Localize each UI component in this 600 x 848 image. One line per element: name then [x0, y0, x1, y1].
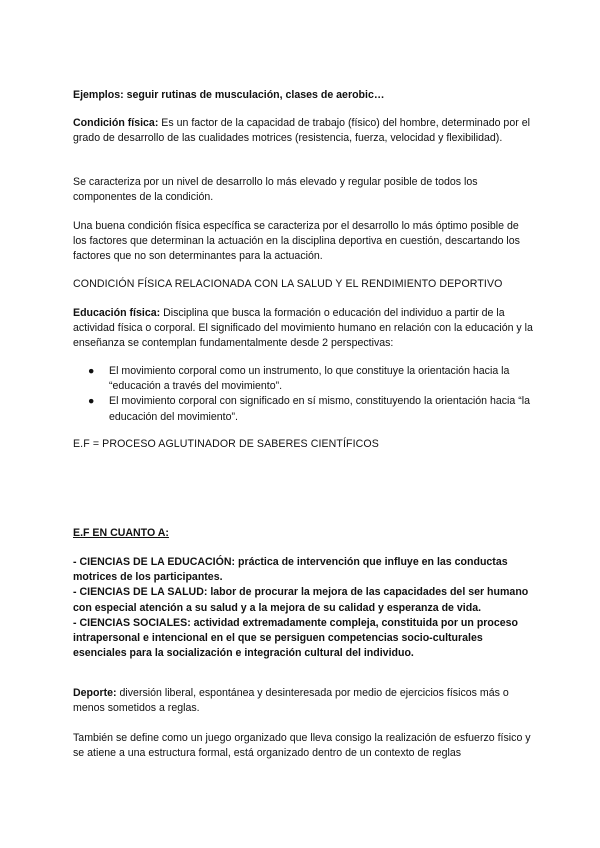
educacion-fisica-term: Educación física:: [73, 307, 161, 319]
condicion-fisica-text: Es un factor de la capacidad de trabajo (físico) del hombre, determinado por el grado de desarrollo de las cualidades motrices (resistencia, fuerza, velocidad y flexibilidad).: [73, 117, 530, 145]
list-item: ● El movimiento corporal como un instrumento, lo que constituye la orientación hacia la “educación a través del movimiento”.: [88, 365, 510, 393]
bullet-icon: ●: [88, 365, 95, 377]
examples-line: Ejemplos: seguir rutinas de musculación, clases de aerobic…: [73, 89, 385, 101]
deporte-term: Deporte:: [73, 687, 117, 699]
perspectives-list: [73, 364, 533, 425]
ef-equation: E.F = PROCESO AGLUTINADOR DE SABERES CIENTÍFICOS: [73, 438, 379, 450]
ciencias-list: [73, 555, 533, 661]
caracteriza-paragraph: Se caracteriza por un nivel de desarrollo lo más elevado y regular posible de todos los componentes de la condición.: [73, 176, 478, 204]
condicion-fisica-term: Condición física:: [73, 117, 159, 129]
deporte-text: diversión liberal, espontánea y desinteresada por medio de ejercicios físicos más o menos sometidos a reglas.: [73, 687, 509, 715]
educacion-fisica-paragraph: [73, 306, 533, 352]
heading-salud-rendimiento: CONDICIÓN FÍSICA RELACIONADA CON LA SALUD Y EL RENDIMIENTO DEPORTIVO: [73, 278, 503, 290]
educacion-fisica-text: Disciplina que busca la formación o educación del individuo a partir de la actividad física o corporal. El significado del movimiento humano en relación con la educación y la enseñanza se contemplan fundamentalmente desde 2 perspectivas:: [73, 307, 533, 350]
ciencias-educacion-item: - CIENCIAS DE LA EDUCACIÓN: práctica de intervención que influye en las conductas motrices de los participantes.: [73, 556, 508, 584]
ciencias-salud-item: - CIENCIAS DE LA SALUD: labor de procurar la mejora de las capacidades del ser humano con especial atención a su salud y a la mejora de su calidad y esperanza de vida.: [73, 586, 529, 614]
deporte-paragraph: [73, 686, 533, 716]
bullet-icon: ●: [88, 395, 95, 408]
buena-condicion-paragraph: Una buena condición física específica se caracteriza por el desarrollo lo más óptimo posible de los factores que determinan la actuación en la disciplina deportiva en cuestión, descartando los factores que no son determinantes para la actuación.: [73, 220, 520, 263]
condicion-fisica-paragraph: [73, 116, 533, 146]
ciencias-sociales-item: - CIENCIAS SOCIALES: actividad extremadamente compleja, constituida por un proceso intrapersonal e intencional en el que se persiguen competencias socio-culturales esenciales para la socialización e integración cultural del individuo.: [73, 616, 519, 660]
tambien-paragraph: También se define como un juego organizado que lleva consigo la realización de esfuerzo físico y se atiene a una estructura formal, está organizado dentro de un contexto de reglas: [73, 732, 531, 760]
list-item: ● El movimiento corporal con significado en sí mismo, constituyendo la orientación hacia “la educación del movimiento”.: [88, 395, 531, 423]
ef-en-cuanto-heading: E.F EN CUANTO A:: [73, 527, 169, 539]
